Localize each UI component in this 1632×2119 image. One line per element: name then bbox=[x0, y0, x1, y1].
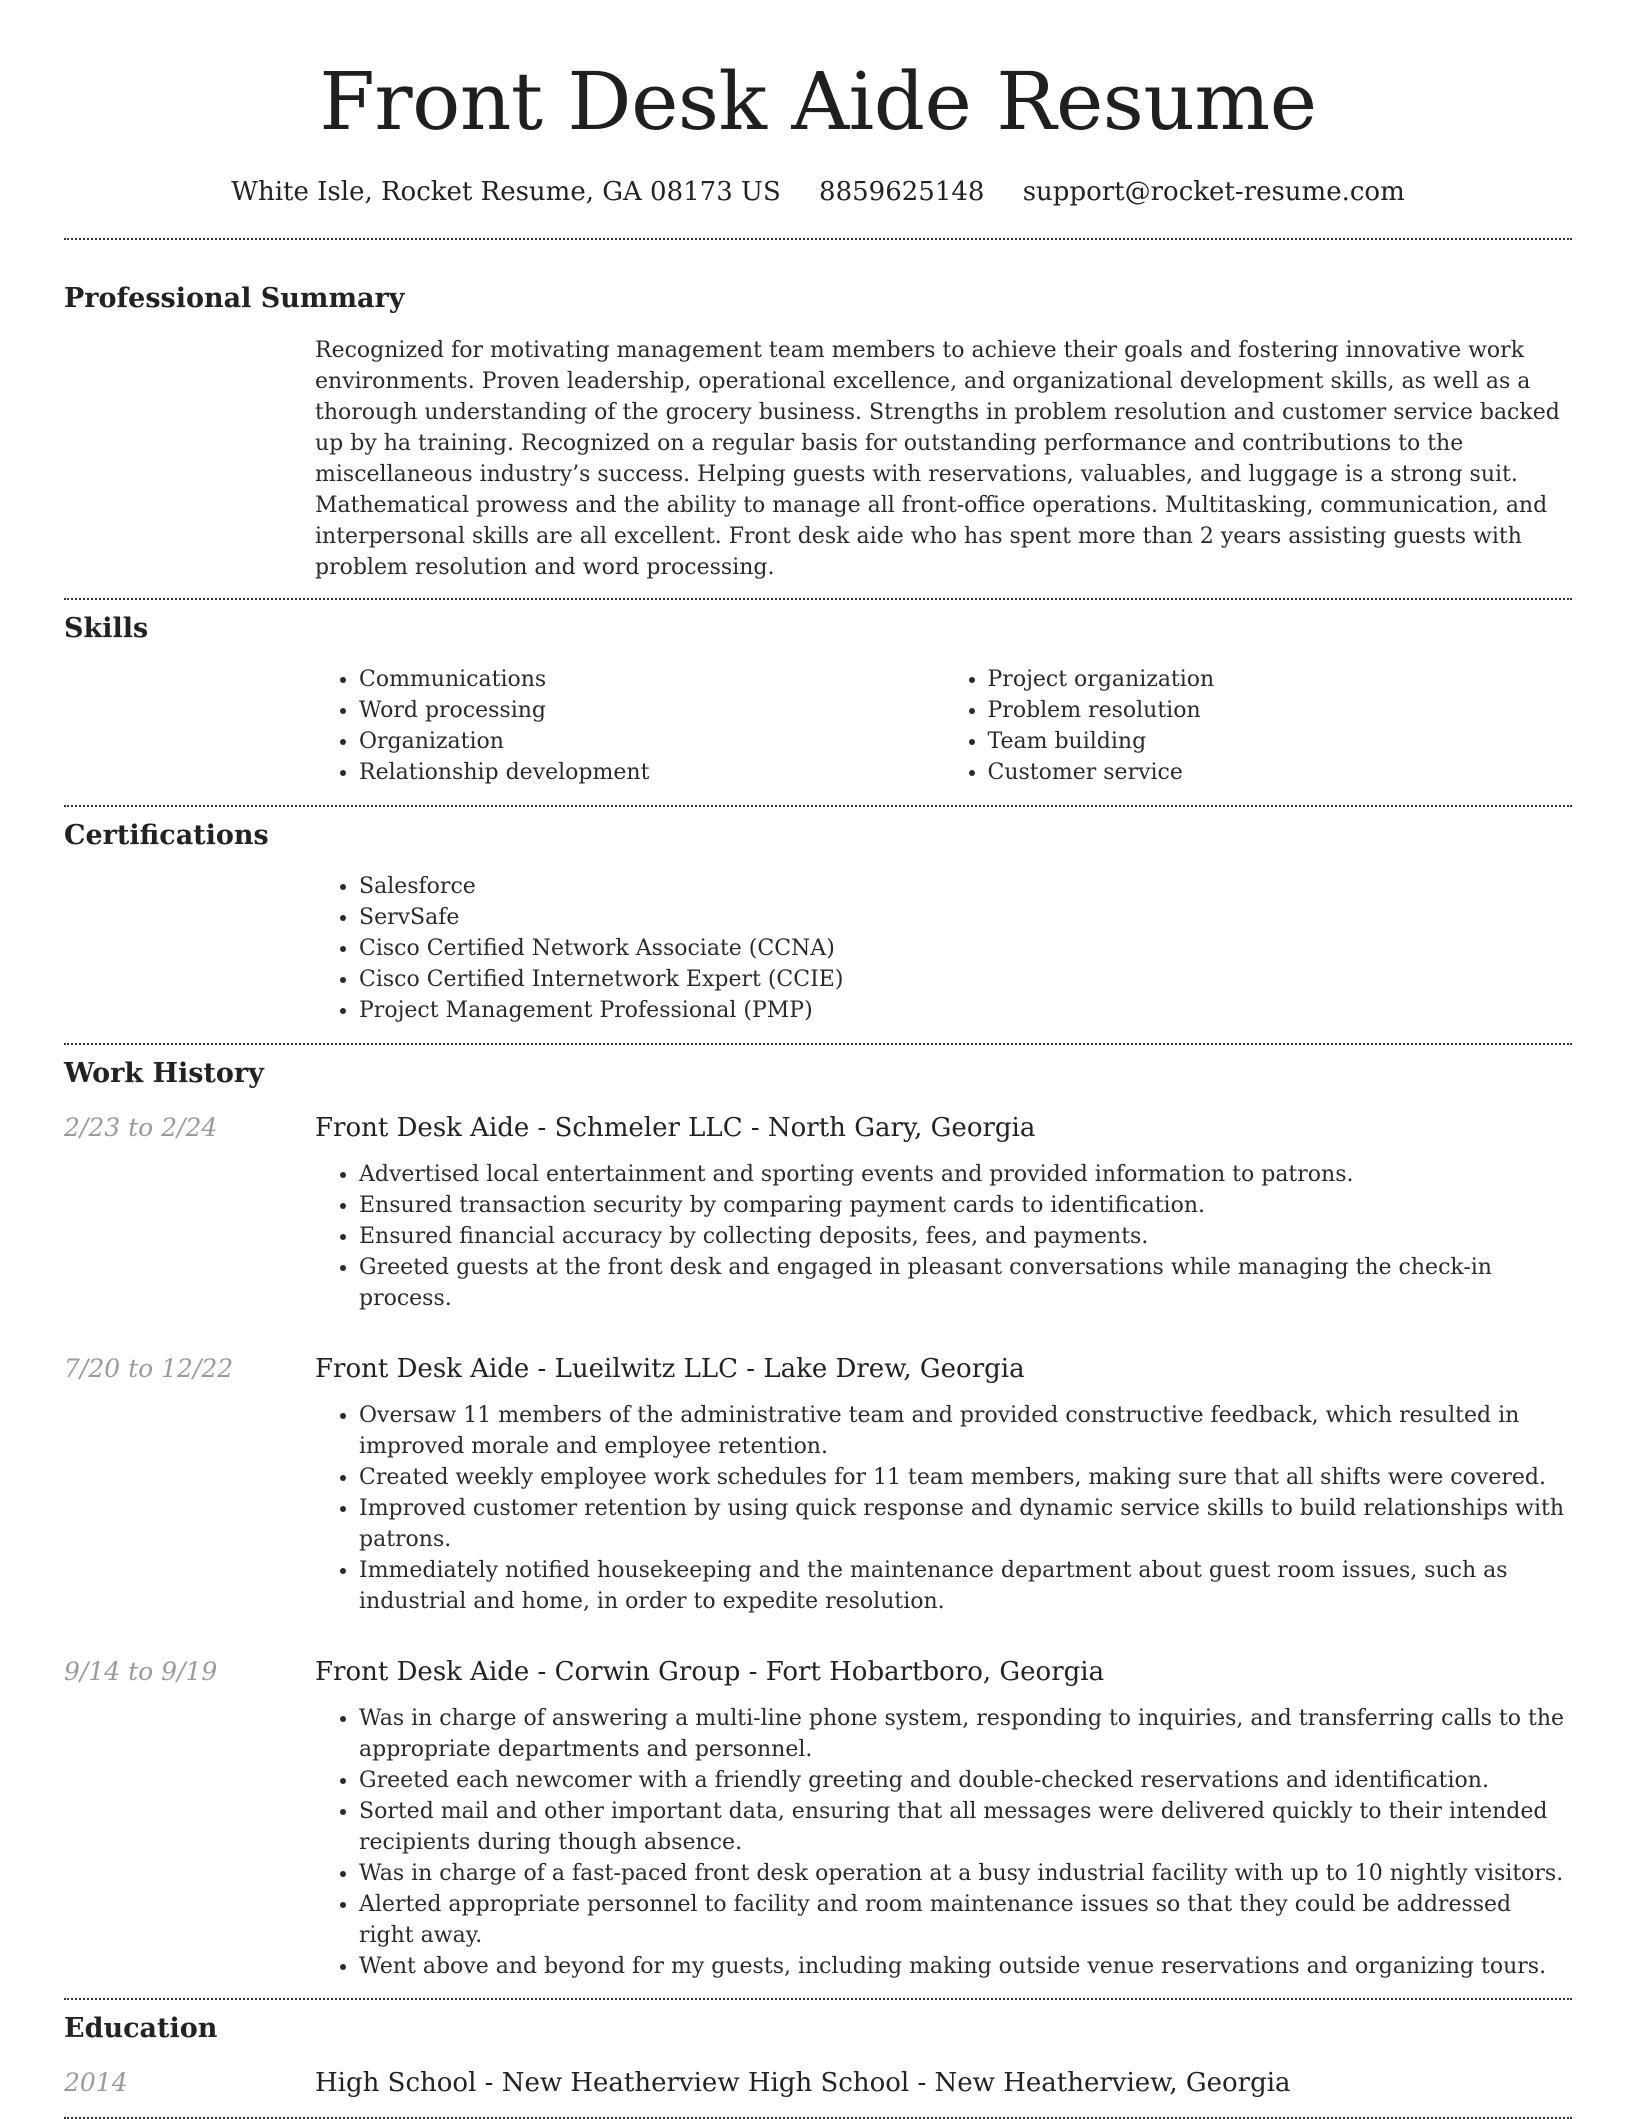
divider bbox=[64, 805, 1572, 807]
divider bbox=[64, 1043, 1572, 1045]
duty-item: • Created weekly employee work schedules for 11 team members, making sure that all shifts were covered. bbox=[359, 1462, 1572, 1493]
resume-page bbox=[64, 0, 1572, 2119]
contact-phone: 8859625148 bbox=[819, 177, 985, 207]
duty-item: • Went above and beyond for my guests, including making outside venue reservations and organizing tours. bbox=[359, 1951, 1572, 1982]
duty-item: • Oversaw 11 members of the administrative team and provided constructive feedback, which resulted in improved morale and employee retention. bbox=[359, 1400, 1572, 1462]
resume-title: Front Desk Aide Resume bbox=[319, 55, 1317, 148]
skills-column-left bbox=[315, 664, 944, 788]
job-title: Front Desk Aide - Schmeler LLC - North Gary, Georgia bbox=[315, 1113, 1036, 1143]
skill-item: • Problem resolution bbox=[988, 695, 1573, 726]
skill-item: • Organization bbox=[359, 726, 944, 757]
duty-item: • Immediately notified housekeeping and the maintenance department about guest room issues, such as industrial and home, in order to expedite resolution. bbox=[359, 1555, 1572, 1617]
education-heading: Education bbox=[64, 2013, 218, 2044]
summary-text: Recognized for motivating management team members to achieve their goals and fostering innovative work environments. Proven leadership, operational excellence, and organizational development skills, as well as a thorough understanding of the grocery business. Strengths in problem resolution and customer service backed up by ha training. Recognized on a regular basis for outstanding performance and contributions to the miscellaneous industry’s success. Helping guests with reservations, valuables, and luggage is a strong suit. Mathematical prowess and the ability to manage all front-office operations. Multitasking, communication, and interpersonal skills are all excellent. Front desk aide who has spent more than 2 years assisting guests with problem resolution and word processing. bbox=[315, 338, 1560, 580]
education-date: 2014 bbox=[64, 2068, 128, 2097]
skill-item: • Team building bbox=[988, 726, 1573, 757]
duty-item: • Ensured financial accuracy by collecting deposits, fees, and payments. bbox=[359, 1221, 1572, 1252]
contact-line bbox=[64, 174, 1572, 210]
job-dates: 2/23 to 2/24 bbox=[64, 1113, 218, 1142]
duty-item: • Advertised local entertainment and sporting events and provided information to patrons. bbox=[359, 1159, 1572, 1190]
job-entry bbox=[64, 1655, 1572, 1689]
duty-item: • Was in charge of answering a multi-line phone system, responding to inquiries, and transferring calls to the appropriate departments and personnel. bbox=[359, 1703, 1572, 1765]
divider bbox=[64, 238, 1572, 240]
contact-email: support@rocket-resume.com bbox=[1022, 177, 1405, 207]
divider bbox=[64, 598, 1572, 600]
certification-item: • Salesforce bbox=[359, 871, 1572, 902]
job-entry bbox=[64, 1352, 1572, 1386]
job-dates: 9/14 to 9/19 bbox=[64, 1657, 218, 1686]
duty-item: • Was in charge of a fast-paced front desk operation at a busy industrial facility with up to 10 nightly visitors. bbox=[359, 1858, 1572, 1889]
duty-item: • Greeted guests at the front desk and engaged in pleasant conversations while managing the check-in process. bbox=[359, 1252, 1572, 1314]
skill-item: • Project organization bbox=[988, 664, 1573, 695]
contact-address: White Isle, Rocket Resume, GA 08173 US bbox=[231, 177, 781, 207]
certifications-heading: Certifications bbox=[64, 820, 269, 851]
summary-heading: Professional Summary bbox=[64, 283, 405, 314]
duty-item: • Ensured transaction security by comparing payment cards to identification. bbox=[359, 1190, 1572, 1221]
job-duties bbox=[315, 1400, 1572, 1617]
duty-item: • Alerted appropriate personnel to facility and room maintenance issues so that they could be addressed right away. bbox=[359, 1889, 1572, 1951]
certification-item: • ServSafe bbox=[359, 902, 1572, 933]
skill-item: • Communications bbox=[359, 664, 944, 695]
certification-item: • Cisco Certified Network Associate (CCNA) bbox=[359, 933, 1572, 964]
skills-column-right bbox=[944, 664, 1573, 788]
education-title: High School - New Heatherview High School - New Heatherview, Georgia bbox=[315, 2068, 1291, 2098]
work-history-heading: Work History bbox=[64, 1058, 264, 1089]
skills-list bbox=[315, 664, 1572, 788]
certifications-list bbox=[315, 871, 1572, 1026]
skills-heading: Skills bbox=[64, 613, 149, 644]
job-entry bbox=[64, 1111, 1572, 1145]
skill-item: • Customer service bbox=[988, 757, 1573, 788]
education-entry bbox=[64, 2066, 1572, 2100]
job-duties bbox=[315, 1703, 1572, 1982]
duty-item: • Greeted each newcomer with a friendly greeting and double-checked reservations and identification. bbox=[359, 1765, 1572, 1796]
job-dates: 7/20 to 12/22 bbox=[64, 1354, 234, 1383]
certification-item: • Project Management Professional (PMP) bbox=[359, 995, 1572, 1026]
job-duties bbox=[315, 1159, 1572, 1314]
duty-item: • Sorted mail and other important data, ensuring that all messages were delivered quickly to their intended recipients during though absence. bbox=[359, 1796, 1572, 1858]
skill-item: • Word processing bbox=[359, 695, 944, 726]
job-title: Front Desk Aide - Lueilwitz LLC - Lake Drew, Georgia bbox=[315, 1354, 1025, 1384]
duty-item: • Improved customer retention by using quick response and dynamic service skills to build relationships with patrons. bbox=[359, 1493, 1572, 1555]
job-title: Front Desk Aide - Corwin Group - Fort Hobartboro, Georgia bbox=[315, 1657, 1105, 1687]
skill-item: • Relationship development bbox=[359, 757, 944, 788]
divider bbox=[64, 1998, 1572, 2000]
certification-item: • Cisco Certified Internetwork Expert (CCIE) bbox=[359, 964, 1572, 995]
